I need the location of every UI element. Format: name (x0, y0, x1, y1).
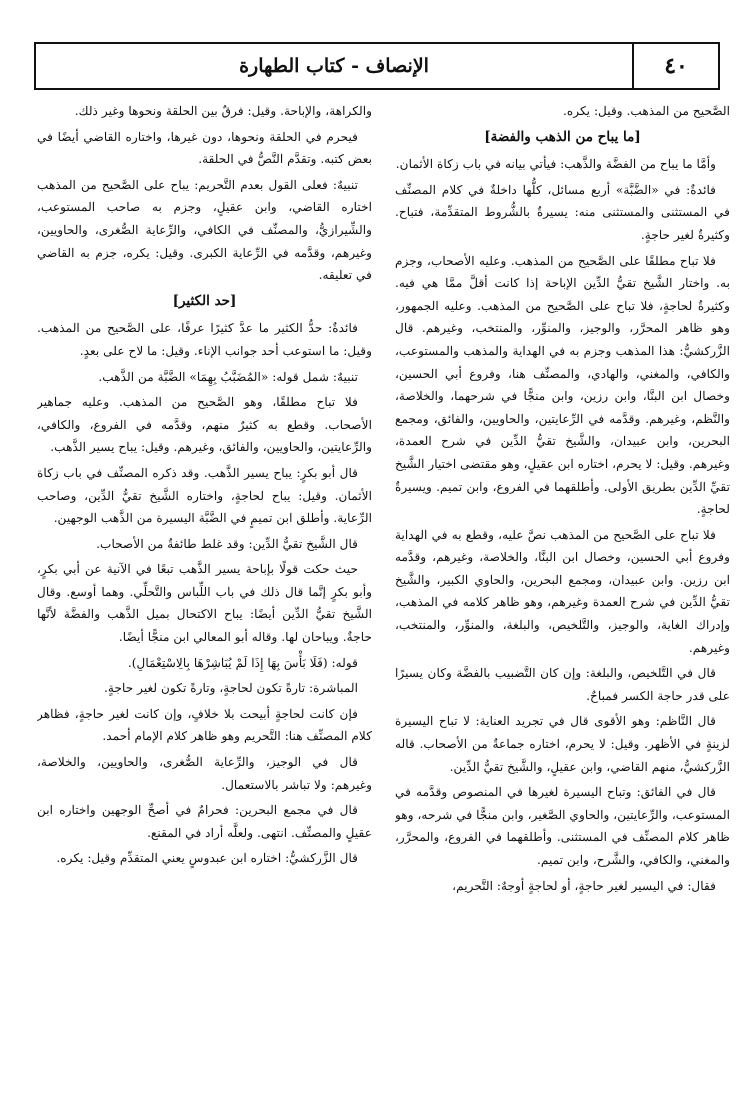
paragraph: قال أبو بكرٍ: يباح يسير الذَّهب. وقد ذكره المصنِّف في باب زكاة الأثمان. وقيل: يباح لحاجةٍ، واختاره الشَّيخ تقيُّ الدِّين، وصاحب الرِّعاية. وأطلق ابن تميمٍ في الضَّبَّة اليسيرة من الذَّهب الوجهين. (37, 465, 372, 526)
paragraph: قال في الوجيز، والرِّعاية الصُّغرى، والحاويين، والخلاصة، وغيرهم: ولا تباشر بالاستعمال. (37, 755, 372, 792)
paragraph: والكراهة، والإباحة. وقيل: فرقٌ بين الحلقة ونحوها وغير ذلك. (74, 104, 372, 118)
paragraph: فائدةٌ: حدُّ الكثير ما عدَّ كثيرًا عرفًا، على الصَّحيح من المذهب. وقيل: ما استوعب أحد جوانب الإناء. وقيل: ما لاح على بعدٍ. (37, 321, 372, 358)
paragraph: قال الشَّيخ تقيُّ الدِّين: وقد غلط طائفةٌ من الأصحاب. (96, 536, 358, 551)
left-column (37, 100, 372, 1095)
paragraph: وأمَّا ما يباح من الفضَّة والذَّهب: فيأتي بيانه في باب زكاة الأثمان. (395, 157, 716, 172)
paragraph: الصَّحيح من المذهب. وقيل: يكره. (562, 104, 730, 118)
paragraph: فقال: في اليسير لغير حاجةٍ، أو لحاجةٍ أوجهٌ: التَّحريم، (452, 878, 716, 893)
section-heading: [ما يباح من الذهب والفضة] (484, 128, 641, 145)
page-header (34, 42, 720, 90)
running-title: الإنصاف - كتاب الطهارة (239, 55, 429, 77)
paragraph: قال الزَّركشيُّ: اختاره ابن عبدوسٍ يعني المتقدِّم وقيل: يكره. (56, 851, 358, 866)
paragraph: قال في مجمع البحرين: فحرامٌ في أصحِّ الوجهين واختاره ابن عقيلٍ والمصنِّف. انتهى. ولعلَّه أراد في المقنع. (37, 803, 372, 840)
paragraph: فإن كانت لحاجةٍ أبيحت بلا خلافٍ، وإن كانت لغير حاجةٍ، فظاهر كلام المصنِّف هنا: التَّحريم وهو ظاهر كلام الإمام أحمد. (37, 706, 372, 744)
paragraph: فلا تباح مطلقًا على الصَّحيح من المذهب. وعليه الأصحاب، وجزم به. واختار الشَّيخ تقيُّ الدِّين الإباحة إذا كانت أقلَّ ممَّا هي فيه. وكثيرةٌ لحاجةٍ، فلا تباح على الصَّحيح من المذهب. وعليه الجمهور، وهو ظاهر المحرَّر، والوجيز، والمنوِّر، والمنتخب، وغيرهم. قال الزَّركشيُّ: هذا المذهب وجزم به في الهداية والمذهب والمستوعب، والكافي، والمغني، والهادي، والمصنِّف هنا، وفروع أبي الحسين، وخصال ابن البنَّا، وابن رزين، وابن منجًّا في شرحهما، والخلاصة، والنَّظم، وغيرهم. وقدَّمه في الرِّعايتين، والحاويين، والفائق، ومجمع البحرين، وابن عبيدان، والشَّيخ تقيُّ الدِّين في شرح العمدة، وغيرهم. وقيل: لا يحرم، اختاره ابن عقيلٍ، وهو مقتضى اختيار الشَّيخ تقيِّ الدِّين بطريق الأولى. وأطلقهما في الفروع، وابن تميم. ويسيرةٌ لحاجةٍ. (395, 253, 730, 517)
paragraph: قال في الفائق: وتباح اليسيرة لغيرها في المنصوص وقدَّمه في المستوعب، والرِّعايتين، والحاوي الصَّغير، وابن منجًّا في شرحه، وهو ظاهر كلام المصنِّف في المستثنى. وأطلقهما في الفروع، والمحرَّر، والمغني، والكافي، والشَّرح، وابن تميم. (395, 785, 730, 867)
right-column (395, 100, 730, 1095)
paragraph: فيحرم في الحلقة ونحوها، دون غيرها، واختاره القاضي أيضًا في بعض كتبه. وتقدَّم النَّصُّ في الحلقة. (37, 129, 372, 167)
paragraph: تنبيهٌ: شمل قوله: «المُضَبَّبُ بِهِمَا» الضَّبَّة من الذَّهب. (98, 369, 358, 384)
paragraph: المباشرة: تارةً تكون لحاجةٍ، وتارةً تكون لغير حاجةٍ. (104, 681, 358, 696)
paragraph: حيث حكت قولًا بإباحة يسير الذَّهب تبعًا في الآنية عن أبي بكرٍ، وأبو بكرٍ إنَّما قال ذلك في باب اللِّباس والتَّحلِّي. وهما أوسع. وقال الشَّيخ تقيُّ الدِّين أيضًا: يباح الاكتحال بميل الذَّهب والفضَّة لأنَّها حاجةٌ. ويباحان لها. وقاله أبو المعالي ابن منجًّا أيضًا. (37, 562, 372, 645)
paragraph: قال النَّاظم: وهو الأقوى قال في تجريد العناية: لا تباح اليسيرة لزينةٍ في الأظهر. وقيل: لا يحرم، اختاره جماعةٌ من الأصحاب. قاله الزَّركشيُّ، منهم القاضي، وابن عقيلٍ، والشَّيخ تقيُّ الدِّين. (395, 714, 730, 774)
paragraph: قوله: (فَلَا بَأْسَ بِهَا إِذَا لَمْ يُبَاشِرْهَا بِالِاسْتِعْمَالِ). (127, 655, 358, 670)
section-heading: [حد الكثير] (172, 292, 237, 309)
page-number: ٤٠ (632, 44, 718, 88)
paragraph: قال في التَّلخيص، والبلغة: وإن كان التَّضبيب بالفضَّة وكان يسيرًا على قدر حاجة الكسر فمباحٌ. (395, 666, 730, 703)
paragraph: فائدةٌ: في «الضَّبَّة» أربع مسائل، كلُّها داخلةٌ في كلام المصنِّف في المستثنى والمستثنى منه: يسيرةٌ بالشُّروط المتقدِّمة، فتباح. وكثيرةٌ لغير حاجةٍ. (395, 182, 730, 242)
paragraph: فلا تباح مطلقًا، وهو الصَّحيح من المذهب. وعليه جماهير الأصحاب. وقطع به كثيرٌ منهم، وقدَّمه في الفروع، والكافي، والرِّعايتين، والحاويين، والفائق، وغيرهم. وقيل: يباح يسير الذَّهب. (37, 395, 372, 455)
paragraph: فلا تباح على الصَّحيح من المذهب نصَّ عليه، وقطع به في الهداية وفروع أبي الحسين، وخصال ابن البنَّا، والخلاصة، وغيرهم، وقدَّمه ابن رزين. وابن عبيدان، ومجمع البحرين، والحاوي الكبير، والشَّيخ تقيُّ الدِّين في شرح العمدة وغيرهم، وهو ظاهر كلامه في المذهب، وإدراك الغاية، والوجيز، والتَّلخيص، والبلغة، والمنوِّر، والمنتخب، وغيرهم. (395, 527, 730, 655)
paragraph: تنبيهٌ: فعلى القول بعدم التَّحريم: يباح على الصَّحيح من المذهب اختاره القاضي، وابن عقيلٍ، وجزم به صاحب المستوعب، والشِّيرازيُّ، والمصنِّف في الكافي، والرِّعاية الصُّغرى، والحاويين، وغيرهم، وقدَّمه في الرِّعاية الكبرى. وقيل: يكره، جزم به القاضي في تعليقه. (37, 177, 372, 283)
